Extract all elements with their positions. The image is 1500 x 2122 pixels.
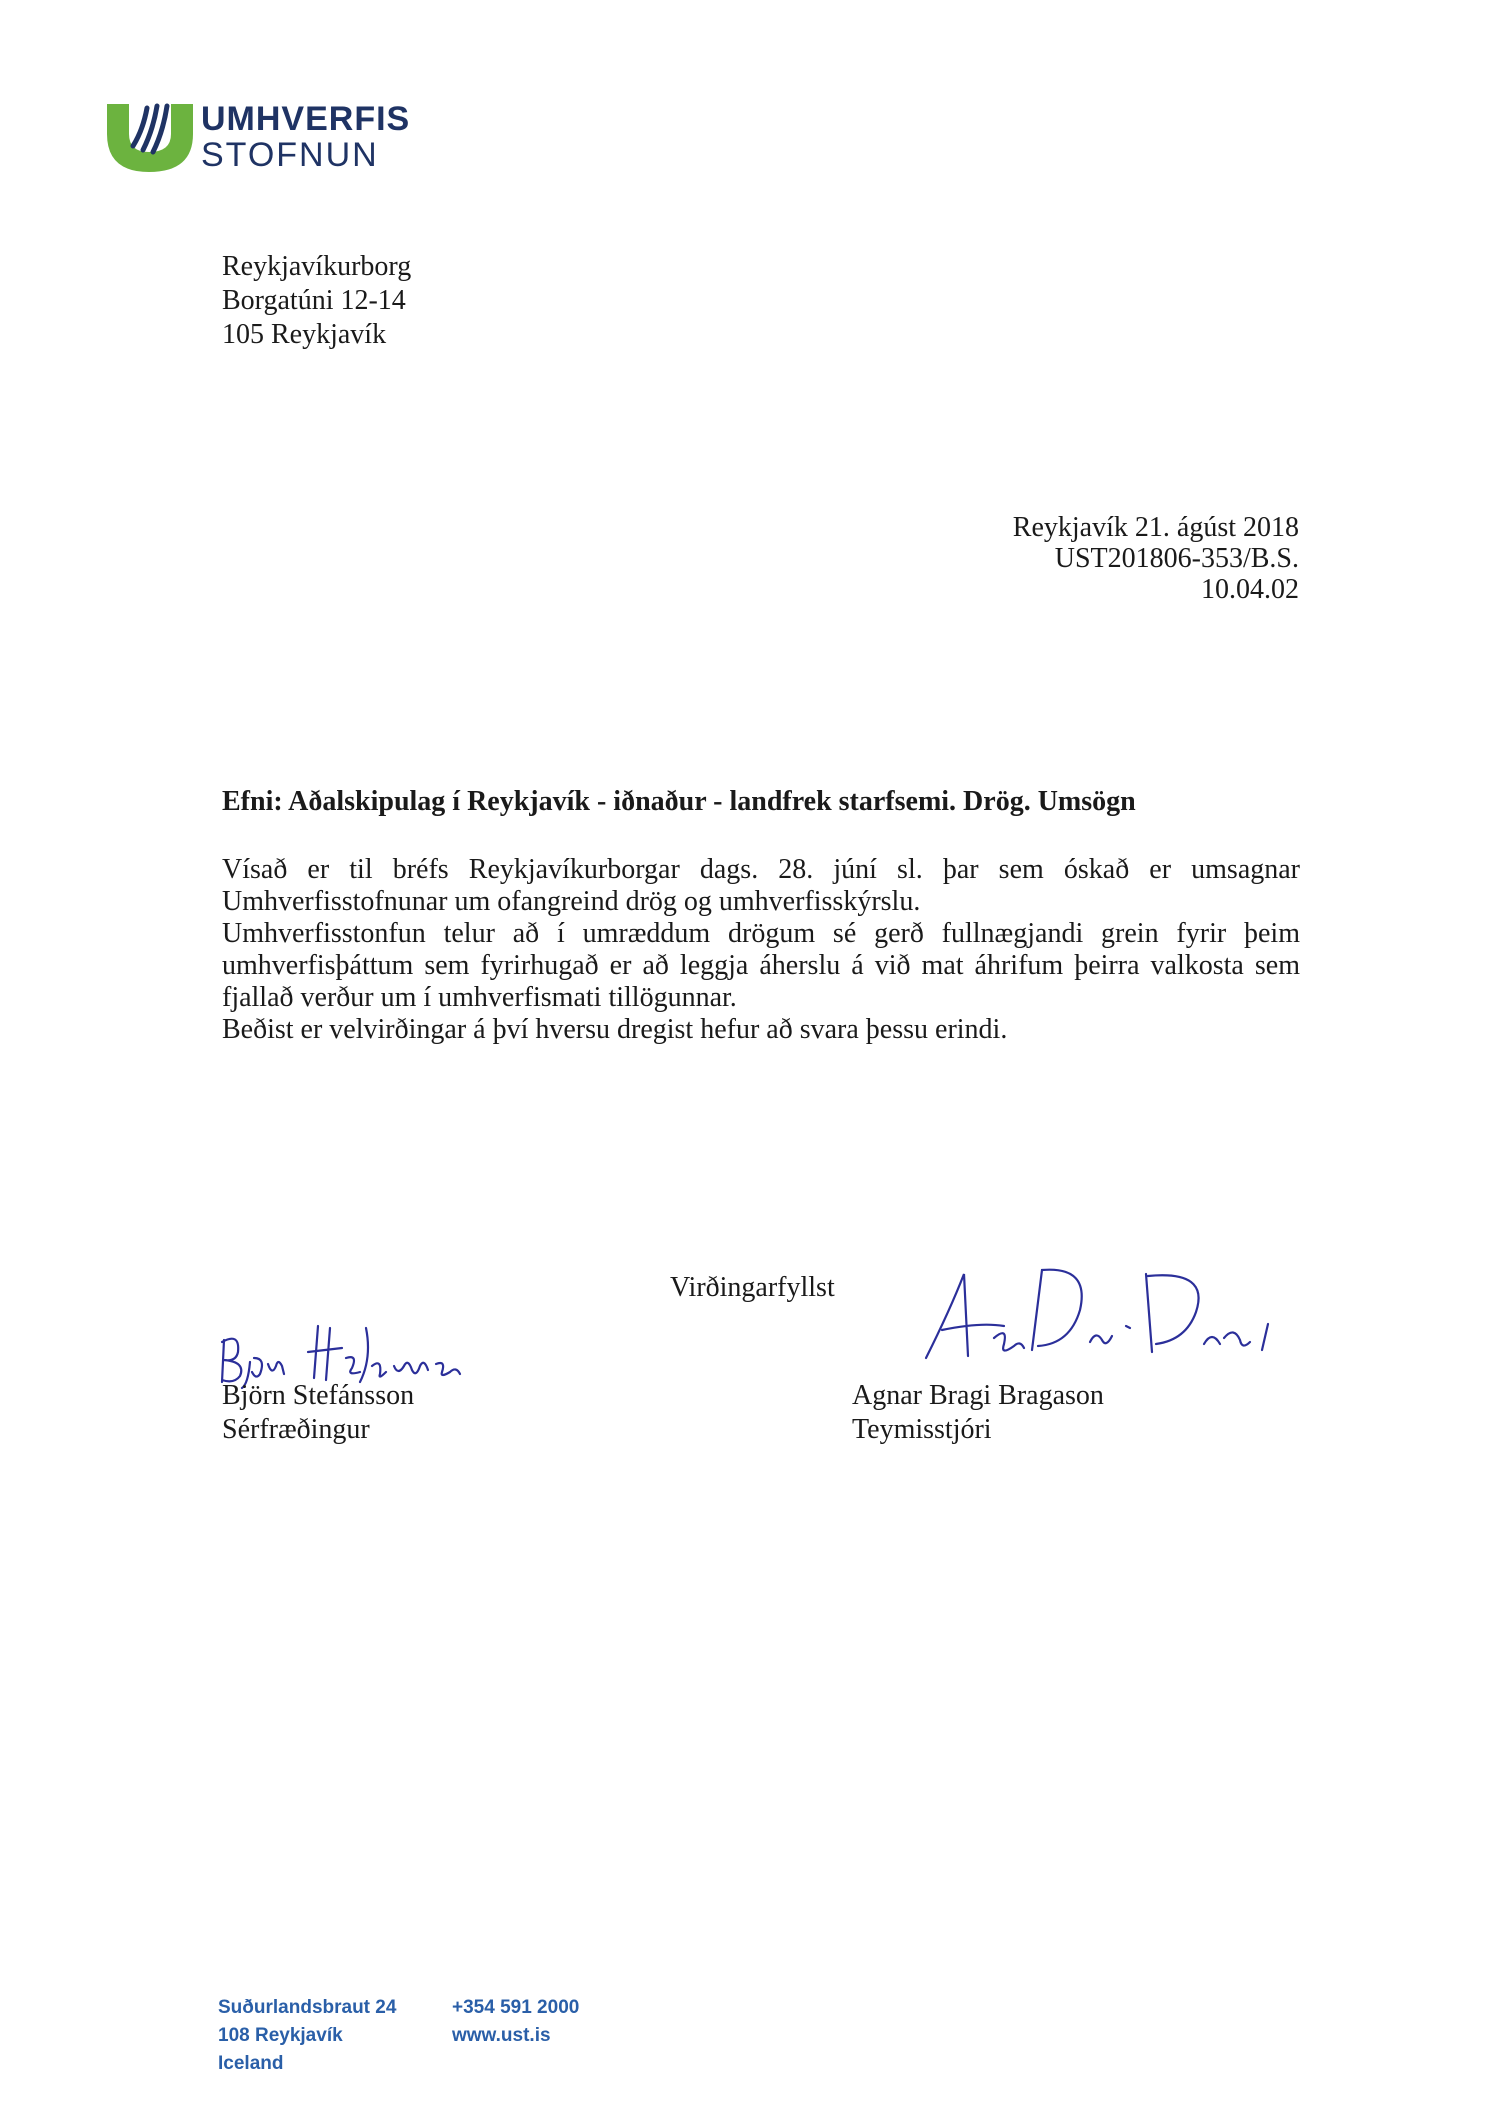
file-number: 10.04.02 (1201, 574, 1299, 605)
body-paragraph-2: Umhverfisstonfun telur að í umræddum drögum sé gerð fullnægjandi grein fyrir þeim umhverfisþáttum sem fyrirhugað er að leggja áherslu á við mat áhrifum þeirra valkosta sem fjallað verður um í umhverfismati tillögunnar. (222, 918, 1300, 1013)
umhverfisstofnun-logo-icon (103, 100, 199, 174)
signatory-block-1 (222, 1379, 414, 1447)
footer-street: Suðurlandsbraut 24 (218, 1997, 397, 2018)
recipient-name: Reykjavíkurborg (222, 251, 412, 282)
signatory-block-2 (852, 1379, 1104, 1447)
signatory-name: Björn Stefánsson (222, 1380, 415, 1411)
footer-phone: +354 591 2000 (452, 1997, 580, 2018)
letter-date: Reykjavík 21. ágúst 2018 (1012, 512, 1299, 543)
logo-text-line1: UMHVERFIS (201, 100, 411, 138)
date-reference-block (1013, 512, 1299, 605)
handwritten-signature-agnar (920, 1260, 1280, 1370)
footer-contact (452, 1994, 579, 2050)
letter-body (222, 854, 1300, 1046)
organization-logo (103, 100, 443, 180)
signatory-name: Agnar Bragi Bragason (852, 1380, 1104, 1411)
recipient-address (222, 250, 411, 352)
signatory-title: Teymisstjóri (852, 1414, 992, 1445)
recipient-street: Borgatúni 12-14 (222, 285, 406, 316)
letter-subject: Efni: Aðalskipulag í Reykjavík - iðnaður - landfrek starfsemi. Drög. Umsögn (222, 786, 1136, 817)
body-paragraph-3: Beðist er velvirðingar á því hversu dregist hefur að svara þessu erindi. (222, 1014, 1008, 1045)
footer-city: 108 Reykjavík (218, 2025, 343, 2046)
recipient-city: 105 Reykjavík (222, 319, 387, 350)
signatory-title: Sérfræðingur (222, 1414, 370, 1445)
footer-website-link[interactable]: www.ust.is (452, 2025, 551, 2046)
footer-address (218, 1994, 396, 2078)
logo-text-line2: STOFNUN (201, 136, 379, 174)
body-paragraph-1: Vísað er til bréfs Reykjavíkurborgar dags. 28. júní sl. þar sem óskað er umsagnar Umhverfisstofnunar um ofangreind drög og umhverfisskýrslu. (222, 854, 1300, 917)
closing-salutation: Virðingarfyllst (670, 1272, 835, 1303)
reference-number: UST201806-353/B.S. (1054, 543, 1299, 574)
footer-country: Iceland (218, 2053, 284, 2074)
